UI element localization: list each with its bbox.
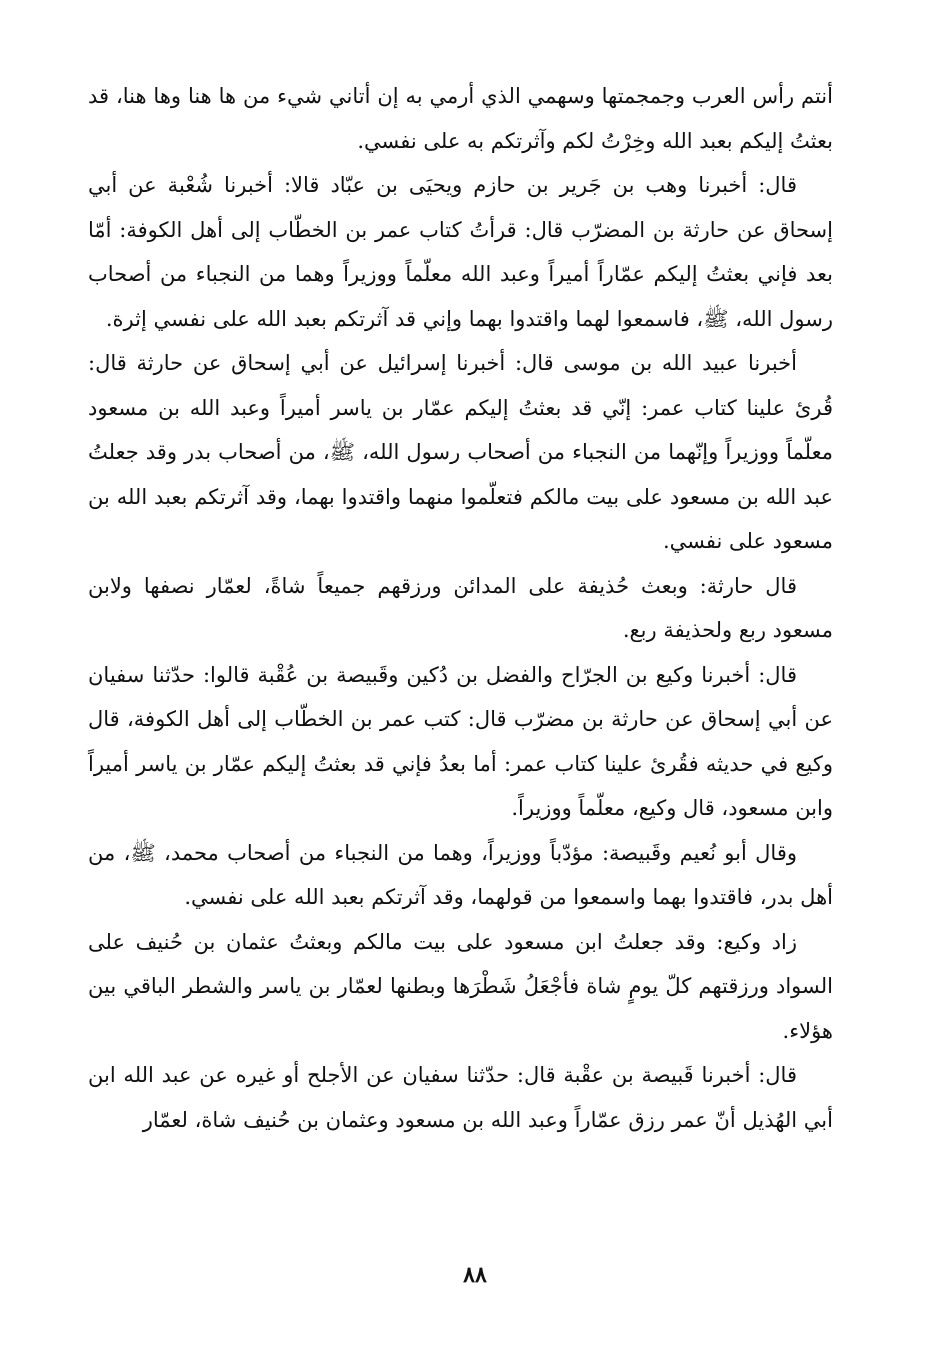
page-body-text xyxy=(88,74,833,1142)
paragraph-6: وقال أبو نُعيم وقَبيصة: مؤدّباً ووزيراً، وهما من النجباء من أصحاب محمد، ﷺ، من أهل بدر، فاقتدوا بهما واسمعوا من قولهما، وقد آثرتكم بعبد الله على نفسي. xyxy=(88,840,833,909)
paragraph-2: قال: أخبرنا وهب بن جَرير بن حازم ويحيَى بن عبّاد قالا: أخبرنا شُعْبة عن أبي إسحاق عن حارثة بن المضرّب قال: قرأتُ كتاب عمر بن الخطّاب إلى أهل الكوفة: أمّا بعد فإني بعثتُ إليكم عمّاراً أميراً وعبد الله معلّماً ووزيراً وهما من النجباء من أصحاب رسول الله، ﷺ، فاسمعوا لهما واقتدوا بهما وإني قد آثرتكم بعبد الله على نفسي إثرة. xyxy=(88,173,833,331)
paragraph-4: قال حارثة: وبعث حُذيفة على المدائن ورزقهم جميعاً شاةً، لعمّار نصفها ولابن مسعود ربع ولحذيفة ربع. xyxy=(88,573,833,642)
paragraph-8: قال: أخبرنا قَبيصة بن عقْبة قال: حدّثنا سفيان عن الأجلح أو غيره عن عبد الله ابن أبي الهُذيل أنّ عمر رزق عمّاراً وعبد الله بن مسعود وعثمان بن حُنيف شاة، لعمّار xyxy=(88,1063,833,1132)
paragraph-7: زاد وكيع: وقد جعلتُ ابن مسعود على بيت مالكم وبعثتُ عثمان بن حُنيف على السواد ورزقتهم كلّ يومٍ شاة فأجْعَلُ شَطْرَها وبطنها لعمّار بن ياسر والشطر الباقي بين هؤلاء. xyxy=(88,929,833,1043)
paragraph-5: قال: أخبرنا وكيع بن الجرّاح والفضل بن دُكين وقَبيصة بن عُقْبة قالوا: حدّثنا سفيان عن أبي إسحاق عن حارثة بن مضرّب قال: كتب عمر بن الخطّاب إلى أهل الكوفة، قال وكيع في حديثه فقُرئ علينا كتاب عمر: أما بعدُ فإني قد بعثتُ إليكم عمّار بن ياسر أميراً وابن مسعود، قال وكيع، معلّماً ووزيراً. xyxy=(88,662,833,820)
paragraph-1: أنتم رأس العرب وجمجمتها وسهمي الذي أرمي به إن أتاني شيء من ها هنا وها هنا، قد بعثتُ إليكم بعبد الله وخِرْتُ لكم وآثرتكم به على نفسي. xyxy=(88,84,833,153)
paragraph-3: أخبرنا عبيد الله بن موسى قال: أخبرنا إسرائيل عن أبي إسحاق عن حارثة قال: قُرئ علينا كتاب عمر: إنّي قد بعثتُ إليكم عمّار بن ياسر أميراً وعبد الله بن مسعود معلّماً ووزيراً وإنّهما من النجباء من أصحاب رسول الله، ﷺ، من أصحاب بدر وقد جعلتُ عبد الله بن مسعود على بيت مالكم فتعلّموا منهما واقتدوا بهما، وقد آثرتكم بعبد الله بن مسعود على نفسي. xyxy=(88,351,833,553)
page-number: ٨٨ xyxy=(463,1262,487,1288)
